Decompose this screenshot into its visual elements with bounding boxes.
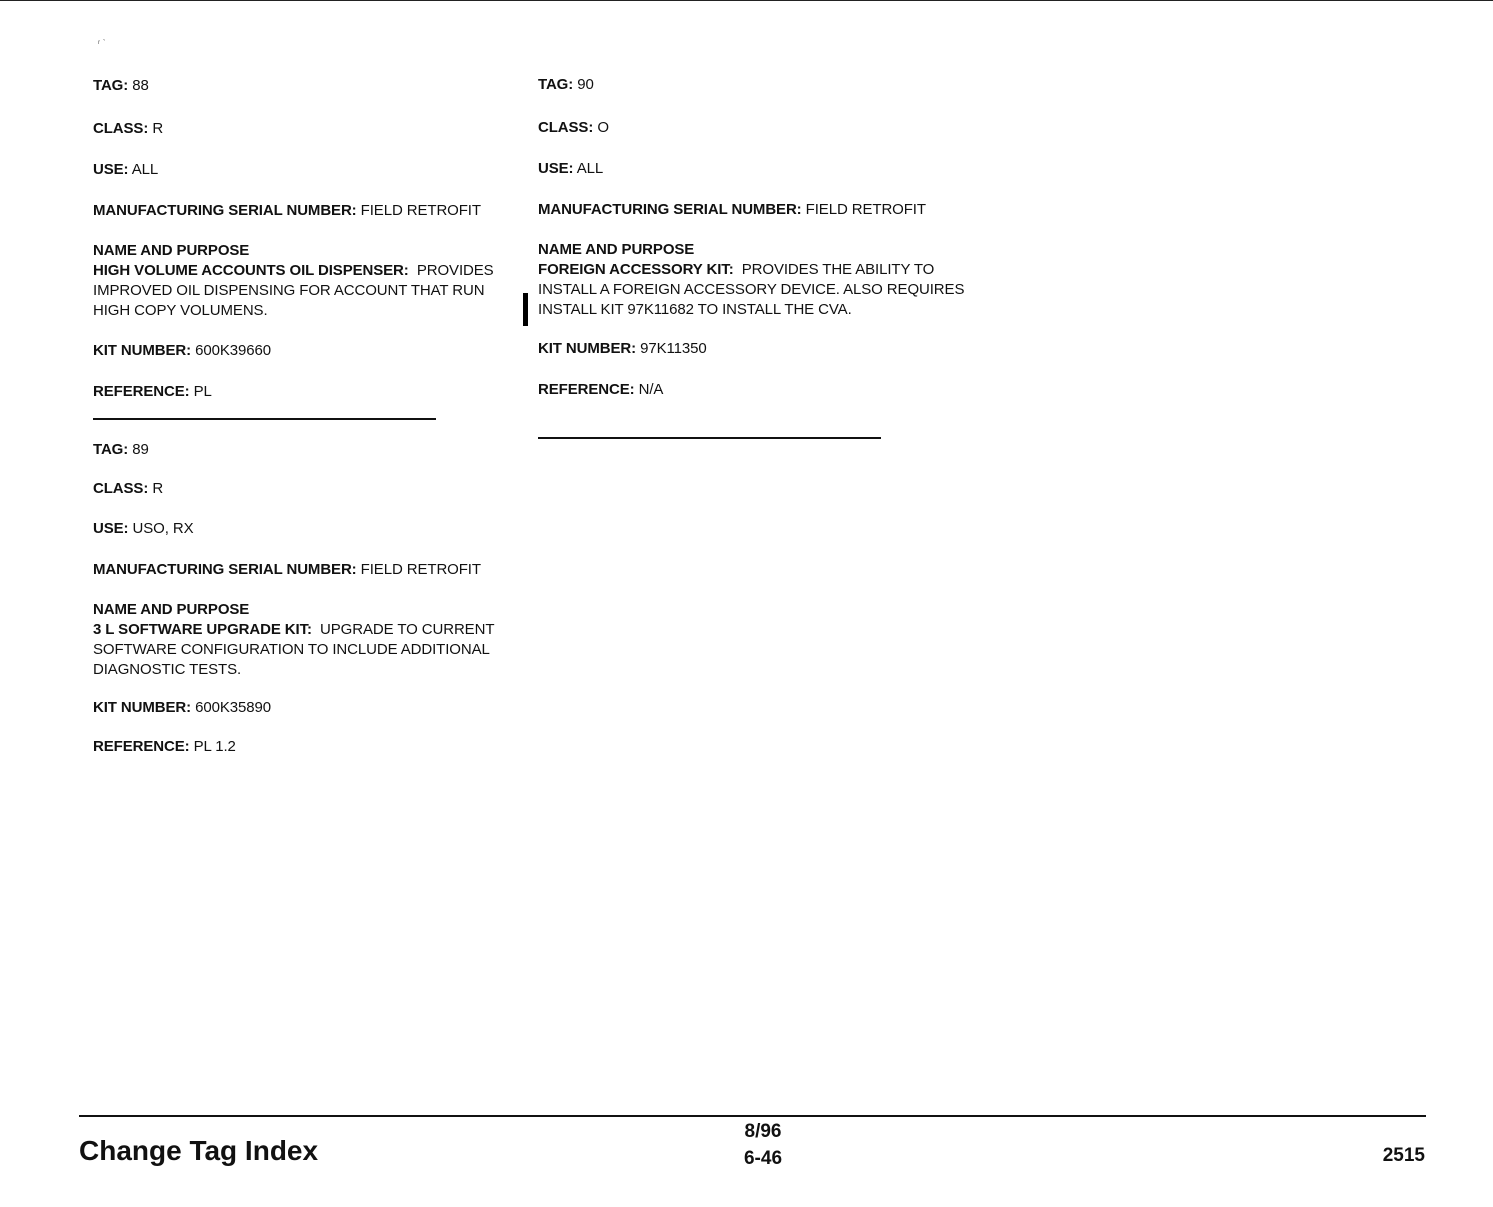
class-value: O <box>597 119 609 136</box>
reference-label: REFERENCE: <box>538 381 635 398</box>
purpose-heading: NAME AND PURPOSE <box>93 242 250 259</box>
serial-label: MANUFACTURING SERIAL NUMBER: <box>93 561 357 578</box>
serial-value: FIELD RETROFIT <box>360 561 481 578</box>
purpose-text: PROVIDES <box>416 262 494 279</box>
purpose-text: IMPROVED OIL DISPENSING FOR ACCOUNT THAT RUN <box>93 282 485 299</box>
class-line <box>93 479 163 499</box>
class-value: R <box>152 480 164 497</box>
tag-label: TAG: <box>538 76 574 93</box>
footer-rule <box>79 1115 1426 1117</box>
purpose-text: HIGH COPY VOLUMENS. <box>93 302 268 319</box>
name-and-purpose <box>538 240 964 320</box>
tag-line <box>93 76 149 96</box>
purpose-text: INSTALL KIT 97K11682 TO INSTALL THE CVA. <box>538 301 852 318</box>
serial-value: FIELD RETROFIT <box>360 202 481 219</box>
use-label: USE: <box>93 520 129 537</box>
tag-label: TAG: <box>93 77 129 94</box>
tag-value: 88 <box>132 77 149 94</box>
class-value: R <box>152 120 164 137</box>
reference-label: REFERENCE: <box>93 383 190 400</box>
purpose-text: PROVIDES THE ABILITY TO <box>741 261 935 278</box>
footer-title: Change Tag Index <box>79 1135 319 1166</box>
class-label: CLASS: <box>93 120 149 137</box>
kit-line <box>93 698 271 718</box>
use-line <box>93 519 194 539</box>
serial-line <box>538 200 926 220</box>
scan-artifact: ʳ ˋ <box>98 38 106 48</box>
name-and-purpose <box>93 600 494 680</box>
tag-line <box>93 440 149 460</box>
use-value: ALL <box>576 160 604 177</box>
tag-value: 89 <box>132 441 149 458</box>
entry-divider <box>93 418 436 420</box>
purpose-text: DIAGNOSTIC TESTS. <box>93 661 242 678</box>
serial-value: FIELD RETROFIT <box>805 201 926 218</box>
class-line <box>538 118 609 138</box>
kit-label: KIT NUMBER: <box>538 340 637 357</box>
kit-value: 600K35890 <box>195 699 271 716</box>
reference-line <box>93 737 236 757</box>
use-label: USE: <box>538 160 574 177</box>
kit-value: 97K11350 <box>640 340 707 357</box>
reference-value: PL <box>193 383 212 400</box>
purpose-text: SOFTWARE CONFIGURATION TO INCLUDE ADDITIONAL <box>93 641 490 658</box>
use-value: ALL <box>131 161 159 178</box>
footer-date-page <box>730 1118 796 1172</box>
purpose-name: 3 L SOFTWARE UPGRADE KIT: <box>93 621 312 638</box>
kit-value: 600K39660 <box>195 342 271 359</box>
serial-label: MANUFACTURING SERIAL NUMBER: <box>93 202 357 219</box>
tag-label: TAG: <box>93 441 129 458</box>
footer-doc-number: 2515 <box>1382 1145 1425 1166</box>
top-border <box>0 0 1493 1</box>
kit-line <box>538 339 707 359</box>
serial-label: MANUFACTURING SERIAL NUMBER: <box>538 201 802 218</box>
reference-value: PL 1.2 <box>193 738 236 755</box>
entry-divider <box>538 437 881 439</box>
revision-change-bar <box>523 293 528 326</box>
use-line <box>93 160 158 180</box>
serial-line <box>93 560 481 580</box>
use-label: USE: <box>93 161 129 178</box>
purpose-name: HIGH VOLUME ACCOUNTS OIL DISPENSER: <box>93 262 409 279</box>
footer-page-number: 6-46 <box>743 1148 783 1169</box>
kit-label: KIT NUMBER: <box>93 342 192 359</box>
kit-label: KIT NUMBER: <box>93 699 192 716</box>
reference-value: N/A <box>638 381 664 398</box>
reference-label: REFERENCE: <box>93 738 190 755</box>
purpose-name: FOREIGN ACCESSORY KIT: <box>538 261 734 278</box>
footer-date: 8/96 <box>744 1121 782 1142</box>
tag-line <box>538 75 594 95</box>
reference-line <box>93 382 212 402</box>
purpose-heading: NAME AND PURPOSE <box>538 241 695 258</box>
name-and-purpose <box>93 241 494 321</box>
purpose-text: INSTALL A FOREIGN ACCESSORY DEVICE. ALSO REQUIRES <box>538 281 965 298</box>
class-label: CLASS: <box>93 480 149 497</box>
class-label: CLASS: <box>538 119 594 136</box>
kit-line <box>93 341 271 361</box>
serial-line <box>93 201 481 221</box>
purpose-text: UPGRADE TO CURRENT <box>320 621 495 638</box>
use-line <box>538 159 603 179</box>
purpose-heading: NAME AND PURPOSE <box>93 601 250 618</box>
class-line <box>93 119 163 139</box>
use-value: USO, RX <box>132 520 194 537</box>
reference-line <box>538 380 663 400</box>
tag-value: 90 <box>577 76 594 93</box>
